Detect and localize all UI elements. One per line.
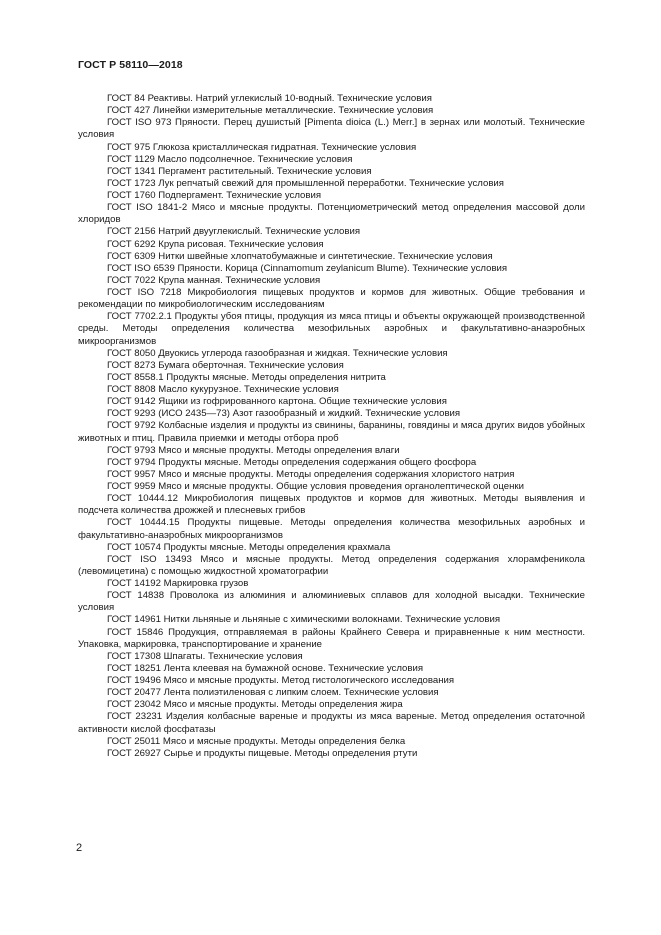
- reference-entry: ГОСТ 10574 Продукты мясные. Методы определения крахмала: [107, 541, 391, 553]
- reference-entry: ГОСТ 9293 (ИСО 2435—73) Азот газообразный и жидкий. Технические условия: [107, 408, 461, 420]
- reference-entry: ГОСТ 10444.15 Продукты пищевые. Методы определения количества мезофильных аэробных и факультативно-анаэробных микроорганизмов: [78, 517, 585, 541]
- reference-entry: ГОСТ 19496 Мясо и мясные продукты. Метод гистологического исследования: [107, 675, 455, 686]
- reference-entry: ГОСТ ISO 13493 Мясо и мясные продукты. Метод определения содержания хлорамфеникола (левомицетина) с помощью жидкостной хроматографии: [78, 553, 585, 577]
- reference-entry: ГОСТ 14838 Проволока из алюминия и алюминиевых сплавов для холодной высадки. Технические условия: [78, 590, 585, 614]
- reference-entry: ГОСТ 20477 Лента полиэтиленовая с липким слоем. Технические условия: [107, 687, 439, 699]
- reference-entry: ГОСТ 9959 Мясо и мясные продукты. Общие условия проведения органолептической оценки: [107, 481, 524, 492]
- reference-entry: ГОСТ 25011 Мясо и мясные продукты. Методы определения белка: [107, 735, 406, 747]
- reference-entry: ГОСТ 18251 Лента клеевая на бумажной основе. Технические условия: [107, 662, 424, 674]
- reference-entry: ГОСТ 23042 Мясо и мясные продукты. Методы определения жира: [107, 699, 403, 711]
- reference-entry: ГОСТ 14192 Маркировка грузов: [107, 578, 249, 589]
- reference-entry: ГОСТ 1760 Подпергамент. Технические условия: [107, 190, 322, 201]
- reference-entry: ГОСТ ISO 973 Пряности. Перец душистый [Pimenta dioica (L.) Merr.] в зернах или молотый. Технические условия: [78, 117, 585, 141]
- reference-entry: ГОСТ ISO 1841-2 Мясо и мясные продукты. Потенциометрический метод определения массовой доли хлоридов: [78, 202, 585, 226]
- reference-entry: ГОСТ 8558.1 Продукты мясные. Методы определения нитрита: [107, 371, 386, 383]
- reference-entry: ГОСТ 9142 Ящики из гофрированного картона. Общие технические условия: [107, 396, 447, 408]
- reference-entry: ГОСТ 8273 Бумага оберточная. Технические условия: [107, 359, 344, 371]
- normative-references-list: [78, 93, 585, 760]
- reference-entry: ГОСТ 6292 Крупа рисовая. Технические условия: [107, 238, 324, 250]
- reference-entry: ГОСТ 9792 Колбасные изделия и продукты из свинины, баранины, говядины и мяса других видов убойных животных и птиц. Правила приемки и методы отбора проб: [78, 420, 585, 444]
- reference-entry: ГОСТ 7702.2.1 Продукты убоя птицы, продукция из мяса птицы и объекты окружающей производственной среды. Методы определения количества мезофильных аэробных и факультативно-анаэробных микроорганизмов: [78, 311, 585, 347]
- reference-entry: ГОСТ 14961 Нитки льняные и льняные с химическими волокнами. Технические условия: [107, 614, 501, 626]
- reference-entry: ГОСТ 23231 Изделия колбасные вареные и продукты из мяса вареные. Метод определения остаточной активности кислой фосфатазы: [78, 711, 585, 735]
- reference-entry: ГОСТ 9794 Продукты мясные. Методы определения содержания общего фосфора: [107, 456, 477, 468]
- reference-entry: ГОСТ 8808 Масло кукурузное. Технические условия: [107, 384, 339, 395]
- reference-entry: ГОСТ 6309 Нитки швейные хлопчатобумажные и синтетические. Технические условия: [107, 250, 493, 262]
- reference-entry: ГОСТ 975 Глюкоза кристаллическая гидратная. Технические условия: [107, 141, 417, 153]
- page-header-standard-number: ГОСТ Р 58110—2018: [78, 59, 183, 71]
- reference-entry: ГОСТ 9793 Мясо и мясные продукты. Методы определения влаги: [107, 444, 400, 456]
- reference-entry: ГОСТ 10444.12 Микробиология пищевых продуктов и кормов для животных. Методы выявления и подсчета количества дрожжей и плесневых грибов: [78, 493, 585, 517]
- reference-entry: ГОСТ 7022 Крупа манная. Технические условия: [107, 274, 321, 286]
- reference-entry: ГОСТ 8050 Двуокись углерода газообразная и жидкая. Технические условия: [107, 347, 448, 359]
- reference-entry: ГОСТ 1341 Пергамент растительный. Технические условия: [107, 165, 372, 177]
- reference-entry: ГОСТ ISO 6539 Пряности. Корица (Cinnamomum zeylanicum Blume). Технические условия: [107, 262, 508, 274]
- page-number: 2: [76, 842, 83, 854]
- reference-entry: ГОСТ 1129 Масло подсолнечное. Технические условия: [107, 153, 353, 165]
- reference-entry: ГОСТ 427 Линейки измерительные металлические. Технические условия: [107, 105, 434, 117]
- reference-entry: ГОСТ 1723 Лук репчатый свежий для промышленной переработки. Технические условия: [107, 177, 504, 189]
- reference-entry: ГОСТ ISO 7218 Микробиология пищевых продуктов и кормов для животных. Общие требования и рекомендации по микробиологическим исследованиям: [78, 287, 585, 311]
- reference-entry: ГОСТ 15846 Продукция, отправляемая в районы Крайнего Севера и приравненные к ним местности. Упаковка, маркировка, транспортирование и хранение: [78, 626, 585, 650]
- reference-entry: ГОСТ 17308 Шпагаты. Технические условия: [107, 650, 303, 662]
- reference-entry: ГОСТ 9957 Мясо и мясные продукты. Методы определения содержания хлористого натрия: [107, 468, 515, 480]
- reference-entry: ГОСТ 84 Реактивы. Натрий углекислый 10-водный. Технические условия: [107, 93, 432, 104]
- reference-entry: ГОСТ 26927 Сырье и продукты пищевые. Методы определения ртути: [107, 747, 418, 759]
- reference-entry: ГОСТ 2156 Натрий двууглекислый. Технические условия: [107, 226, 361, 238]
